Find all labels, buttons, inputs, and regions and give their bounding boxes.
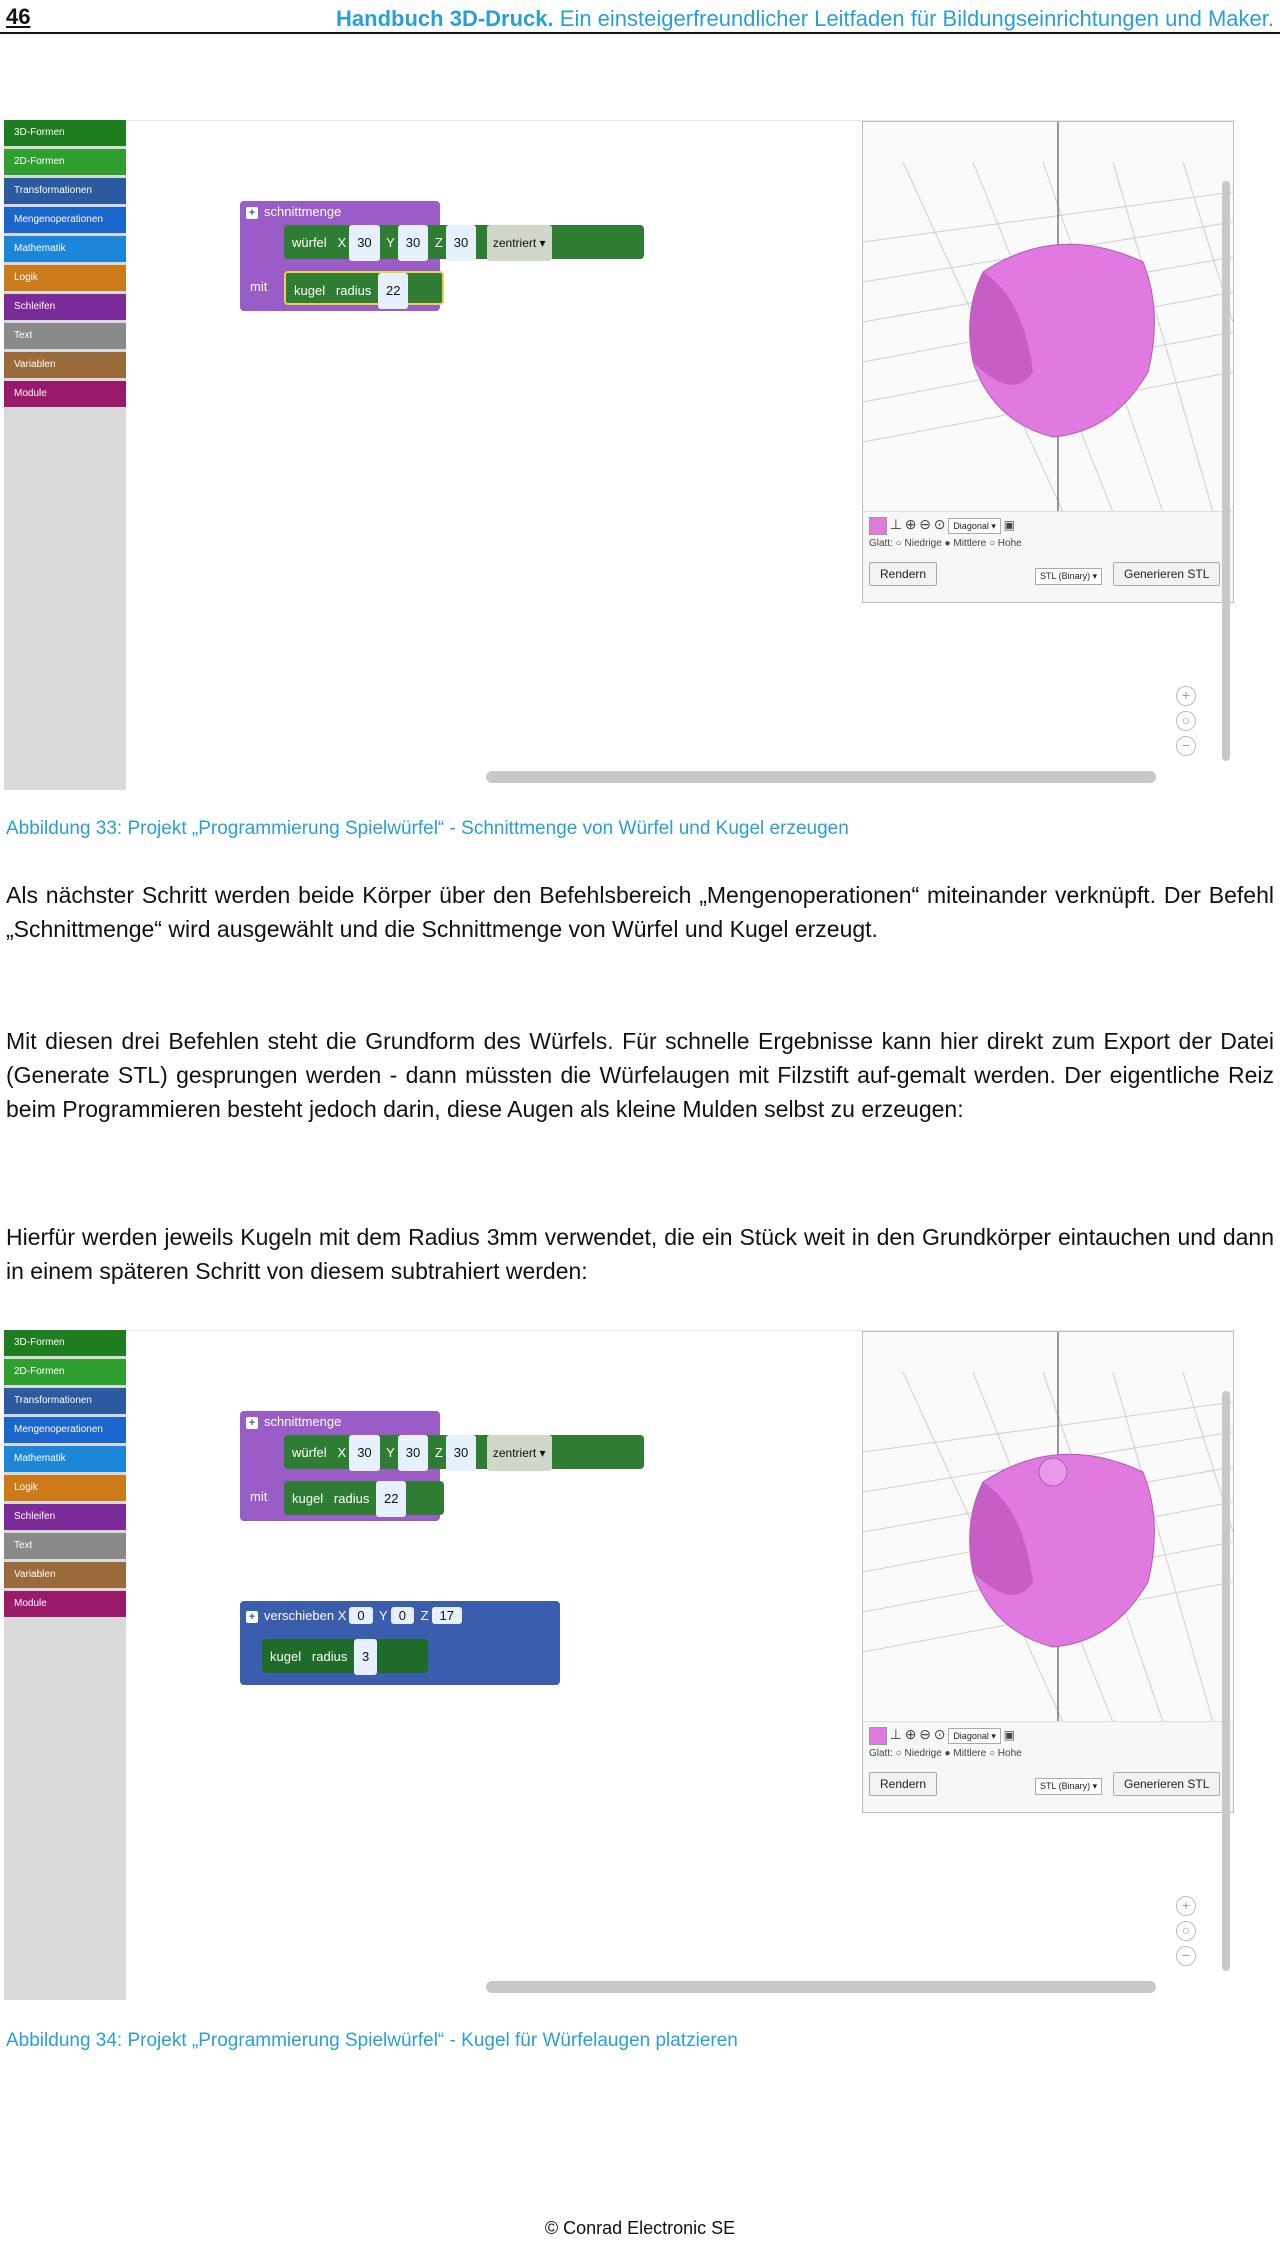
quality-label: Glatt: [869, 538, 893, 549]
x-input[interactable]: 30 [349, 225, 379, 261]
plus-icon[interactable]: + [246, 207, 258, 219]
horizontal-scrollbar[interactable] [486, 1981, 1156, 1993]
view-toolbar [869, 516, 1015, 535]
mit-label: mit [250, 1489, 268, 1504]
quality-high-radio[interactable]: Hohe [997, 1748, 1022, 1759]
axes-icon[interactable]: ⊥ [889, 516, 902, 532]
palette-item[interactable]: 2D-Formen [4, 1359, 126, 1385]
wuerfel-label: würfel [292, 1445, 327, 1460]
palette-item[interactable]: Text [4, 323, 126, 349]
radius-label: radius [335, 283, 372, 298]
palette-item[interactable]: Logik [4, 1475, 126, 1501]
quality-label: Glatt: [869, 1748, 893, 1759]
workspace[interactable] [126, 120, 1236, 790]
wuerfel-block[interactable] [284, 225, 644, 259]
generate-stl-button[interactable]: Generieren STL [1113, 1772, 1220, 1796]
palette-item[interactable]: Mathematik [4, 236, 126, 262]
y-label: Y [386, 1445, 395, 1460]
zentriert-dropdown[interactable]: zentriert ▾ [487, 225, 552, 261]
vy-input[interactable]: 0 [391, 1607, 414, 1624]
kugel-label: kugel [292, 1491, 324, 1506]
zoom-in-button[interactable]: + [1176, 686, 1196, 706]
kugel-label: kugel [270, 1649, 302, 1664]
z-input[interactable]: 30 [446, 225, 476, 261]
palette-item[interactable]: Mengenoperationen [4, 1417, 126, 1443]
render-viewer[interactable] [862, 121, 1234, 603]
y-label: Y [379, 1608, 388, 1623]
header-rule [0, 32, 1280, 34]
book-title-bold: Handbuch 3D-Druck. [336, 6, 554, 31]
x-label: X [337, 235, 347, 250]
palette-item[interactable]: 3D-Formen [4, 120, 126, 146]
palette-item[interactable]: Mengenoperationen [4, 207, 126, 233]
wuerfel-label: würfel [292, 235, 327, 250]
quality-low-radio[interactable]: Niedrige [904, 538, 942, 549]
kugel-block[interactable] [284, 1481, 444, 1515]
format-select[interactable]: STL (Binary) ▾ [1035, 568, 1102, 585]
quality-low-radio[interactable]: Niedrige [904, 1748, 942, 1759]
zoom-in-button[interactable]: + [1176, 1896, 1196, 1916]
quality-mid-radio[interactable]: Mittlere [953, 538, 987, 549]
palette-item[interactable]: Schleifen [4, 294, 126, 320]
footer-copyright: © Conrad Electronic SE [544, 2218, 736, 2238]
schnittmenge-label: + schnittmenge [246, 1414, 341, 1429]
reset-icon[interactable]: ⊙ [933, 516, 946, 532]
quality-mid-radio[interactable]: Mittlere [953, 1748, 987, 1759]
book-title [336, 6, 1274, 32]
palette-item[interactable]: 2D-Formen [4, 149, 126, 175]
screenshot-fig34 [4, 1330, 1236, 2000]
palette-item[interactable]: Transformationen [4, 1388, 126, 1414]
view-select[interactable]: Diagonal ▾ [948, 518, 1001, 534]
camera-icon[interactable]: ▣ [1003, 518, 1015, 532]
palette-item[interactable]: Variablen [4, 1562, 126, 1588]
format-select[interactable]: STL (Binary) ▾ [1035, 1778, 1102, 1795]
horizontal-scrollbar[interactable] [486, 771, 1156, 783]
palette-item[interactable]: Transformationen [4, 178, 126, 204]
palette-item[interactable]: Mathematik [4, 1446, 126, 1472]
3d-preview [863, 122, 1233, 512]
zentriert-dropdown[interactable]: zentriert ▾ [487, 1435, 552, 1471]
x-label: X [337, 1445, 347, 1460]
figure-caption-33: Abbildung 33: Projekt „Programmierung Spielwürfel“ - Schnittmenge von Würfel und Kugel erzeugen [6, 818, 849, 839]
page-number: 46 [6, 4, 31, 29]
paragraph: Mit diesen drei Befehlen steht die Grundform des Würfels. Für schnelle Ergebnisse kann hier direkt zum Export der Datei (Generate STL) gesprungen werden - dann müssten die Würfelaugen mit Filzstift auf-gemalt werden. Der eigentliche Reiz beim Programmieren besteht jedoch darin, diese Augen als kleine Mulden selbst zu erzeugen: [6, 1028, 1274, 1122]
vertical-scrollbar[interactable] [1222, 181, 1230, 761]
paragraph: Hierfür werden jeweils Kugeln mit dem Radius 3mm verwendet, die ein Stück weit in den Grundkörper eintauchen und dann in einem späteren Schritt von diesem subtrahiert werden: [6, 1224, 1274, 1284]
palette-item[interactable]: Variablen [4, 352, 126, 378]
radius-input[interactable]: 22 [376, 1481, 406, 1517]
viewer-controls [863, 511, 1233, 602]
zoom-out-icon[interactable]: ⊖ [919, 1726, 932, 1742]
viewer-controls [863, 1721, 1233, 1812]
verschieben-label: verschieben [264, 1608, 335, 1623]
x-input[interactable]: 30 [349, 1435, 379, 1471]
quality-row: Glatt: ○ Niedrige ● Mittlere ○ Hohe [869, 538, 1022, 549]
block-palette [4, 1330, 126, 2000]
zoom-in-icon[interactable]: ⊕ [904, 516, 917, 532]
camera-icon[interactable]: ▣ [1003, 1728, 1015, 1742]
palette-item[interactable]: Text [4, 1533, 126, 1559]
z-input[interactable]: 30 [446, 1435, 476, 1471]
palette-item[interactable]: Module [4, 381, 126, 407]
quality-high-radio[interactable]: Hohe [997, 538, 1022, 549]
screenshot-fig33 [4, 120, 1236, 790]
figure-caption-34: Abbildung 34: Projekt „Programmierung Spielwürfel“ - Kugel für Würfelaugen platzieren [6, 2030, 738, 2051]
schnittmenge-label: + schnittmenge [246, 204, 341, 219]
generate-stl-button[interactable]: Generieren STL [1113, 562, 1220, 586]
paragraph: Als nächster Schritt werden beide Körper über den Befehlsbereich „Mengenoperationen“ miteinander verknüpft. Der Befehl „Schnittmenge“ wird ausgewählt und die Schnittmenge von Würfel und Kugel erzeugt. [6, 882, 1274, 942]
kugel-block-small[interactable] [262, 1639, 428, 1673]
y-label: Y [386, 235, 395, 250]
radius-input[interactable]: 3 [354, 1639, 377, 1675]
palette-item[interactable]: 3D-Formen [4, 1330, 126, 1356]
verschieben-row [246, 1607, 465, 1624]
axes-icon[interactable]: ⊥ [889, 1726, 902, 1742]
mit-label: mit [250, 279, 268, 294]
y-input[interactable]: 30 [398, 225, 428, 261]
page-header [0, 0, 1280, 34]
radius-label: radius [333, 1491, 370, 1506]
view-toolbar [869, 1726, 1015, 1745]
block-palette [4, 120, 126, 790]
zoom-reset-button[interactable]: ○ [1176, 1921, 1196, 1941]
y-input[interactable]: 30 [398, 1435, 428, 1471]
reset-icon[interactable]: ⊙ [933, 1726, 946, 1742]
vertical-scrollbar[interactable] [1222, 1391, 1230, 1971]
kugel-label: kugel [294, 283, 326, 298]
zoom-reset-button[interactable]: ○ [1176, 711, 1196, 731]
book-subtitle: Ein einsteigerfreundlicher Leitfaden für Bildungseinrichtungen und Maker. [559, 6, 1274, 31]
radius-input[interactable]: 22 [378, 273, 408, 309]
render-viewer[interactable] [862, 1331, 1234, 1813]
x-label: X [337, 1608, 347, 1623]
zoom-out-icon[interactable]: ⊖ [919, 516, 932, 532]
plus-icon[interactable]: + [246, 1417, 258, 1429]
3d-preview [863, 1332, 1233, 1722]
color-swatch[interactable] [869, 517, 887, 535]
render-button[interactable]: Rendern [869, 562, 937, 586]
vz-input[interactable]: 17 [432, 1607, 462, 1624]
vx-input[interactable]: 0 [349, 1607, 372, 1624]
z-label: Z [434, 235, 443, 250]
palette-item[interactable]: Schleifen [4, 1504, 126, 1530]
palette-item[interactable]: Module [4, 1591, 126, 1617]
wuerfel-block[interactable] [284, 1435, 644, 1469]
palette-item[interactable]: Logik [4, 265, 126, 291]
radius-label: radius [311, 1649, 348, 1664]
view-select[interactable]: Diagonal ▾ [948, 1728, 1001, 1744]
render-button[interactable]: Rendern [869, 1772, 937, 1796]
z-label: Z [434, 1445, 443, 1460]
color-swatch[interactable] [869, 1727, 887, 1745]
quality-row: Glatt: ○ Niedrige ● Mittlere ○ Hohe [869, 1748, 1022, 1759]
zoom-in-icon[interactable]: ⊕ [904, 1726, 917, 1742]
workspace[interactable] [126, 1330, 1236, 2000]
kugel-block[interactable] [284, 271, 444, 305]
plus-icon[interactable]: + [246, 1611, 258, 1623]
zoom-out-button[interactable]: − [1176, 1946, 1196, 1966]
zoom-out-button[interactable]: − [1176, 736, 1196, 756]
z-label: Z [420, 1608, 429, 1623]
